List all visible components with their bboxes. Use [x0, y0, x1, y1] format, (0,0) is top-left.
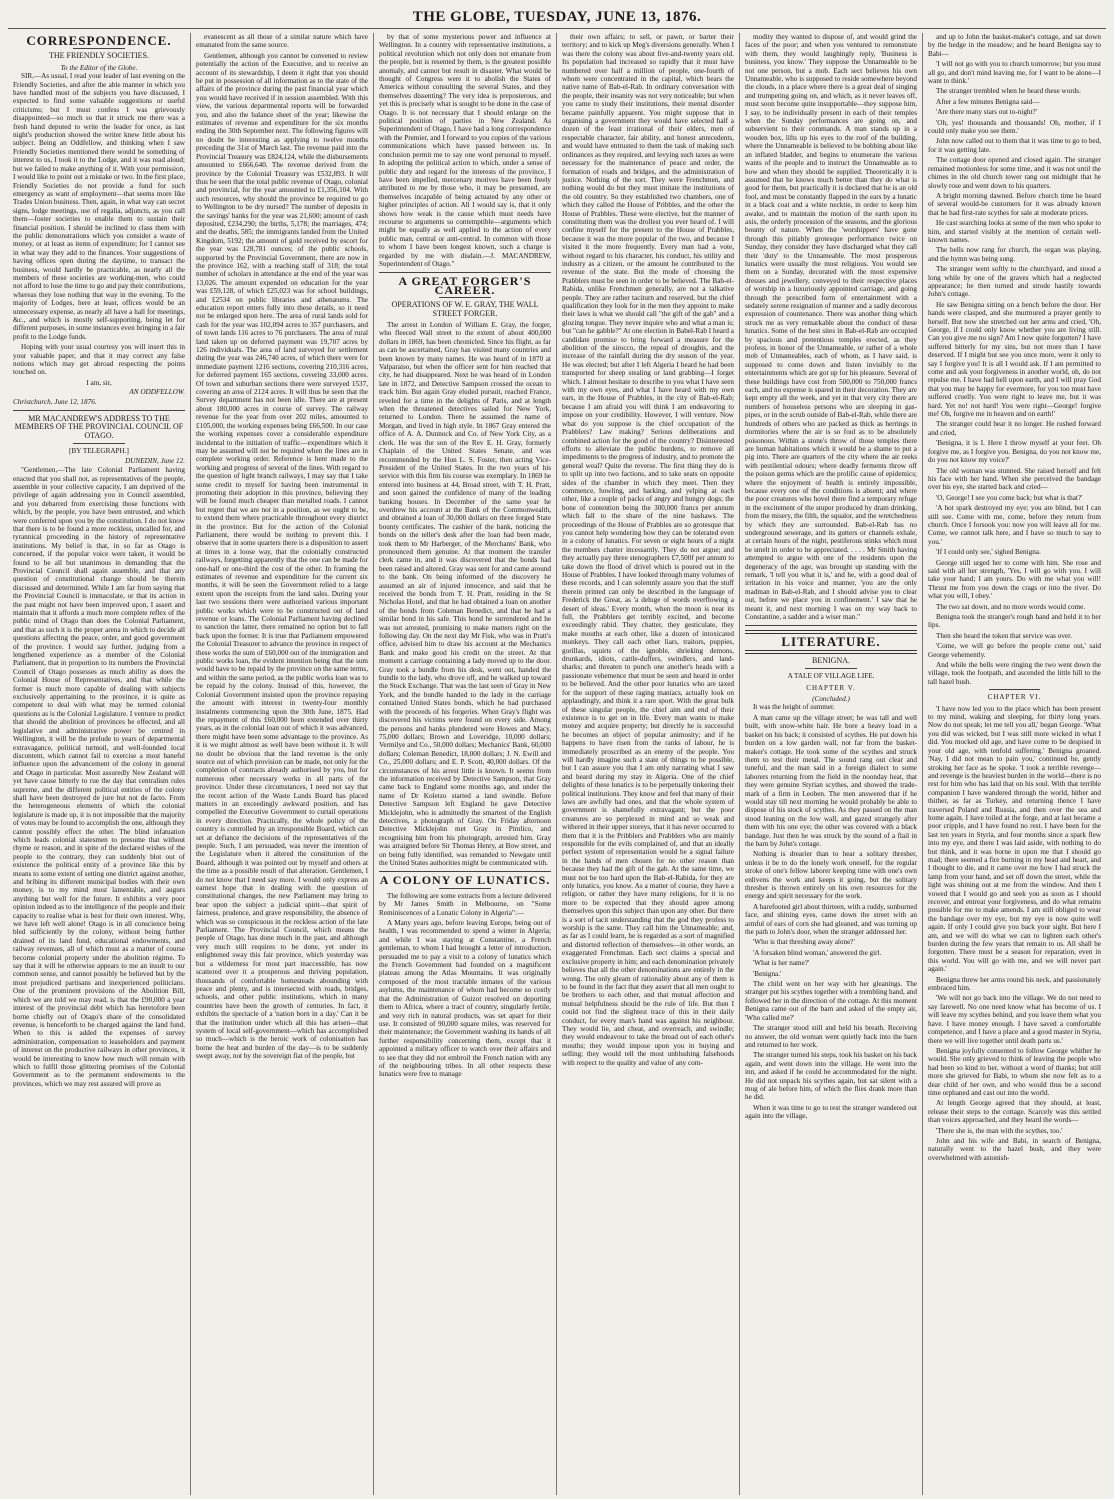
paragraph: SIR,—As usual, I read your leader of last evening on the Friendly Societies, and after the able manner in which you have handled most of the subjects you have discussed, I expected to find some valuable suggestions or useful criticisms; but I must confess I was grievously disappointed—so much so that it struck me there was a fresh hand deputed to write the leader for once, as last night's production showed the writer knew little about his subject. Being an Oddfellow, and thinking when I saw Friendly Societies mentioned there would be something of interest to us, I took it to the Lodge, and it was read aloud; but we failed to make anything of it. With your permission, I would like to point out a mistake or two. In the first place, Friendly Societies do not provide a fund for such emergency as want of employment—that seems more like Trades Union business. Then, again, in what way can secret signs, lodge meetings, use of regalia, adjuncts, as you call them—foster societies to enable them to sustain their financial position. I should be inclined to class them with the public demonstrations which you consider a waste of money, or at least as items of expenditure; for I cannot see in what way they add to the finances. Your suggestions of having offices open during the daytime, to transact the business, would hardly be practicable, as nearly all the members of these societies are working-men, who could not afford to lose the time to go and pay their contributions, whereas they lose nothing that way in the evening. To the majority of Lodges, here at least, offices would be an unnecessary expense, as nearly all have a hall for meetings, &c., and which is mostly self-supporting, being let for different purposes, in some instances even bringing in a fair profit to the Lodge funds. [13, 72, 185, 341]
paragraph: by that of some mysterious power and influence at Wellington. In a country with representative institutions, a political revolution which not only does not emanate from the people, but is resented by them, is the greatest possible anomaly, and cannot but result in disaster. What would be thought of Congress were it to abolish the States of America without consulting the several States, and they themselves dissenting? The very idea is preposterous, and yet this is precisely what is sought to be done in the case of Otago. It is not necessary that I should enlarge on the political position of parties in New Zealand. As Superintendent of Otago, I have had a long correspondence with the Premier, and I forward to you copies of the various communications which have passed between us. In conclusion permit me to say one word personal to myself. In adopting the political action to which, under a sense of public duty and regard for the interests of the province, I have been impelled, mercenary motives have been freely attributed to me by those who, it may be presumed, are themselves incapable of being actuated by any other or higher principles of action. All I would say is, that it only shows how weak is the cause which must needs have recourse to arguments so contemptible—arguments which might be equally as well applied to the action of every public man, central or anti-central. In common with those to whom I have been longest known, such a charge is regarded by me with disdain.—J. MACANDREW, Superintendent of Otago." [379, 33, 551, 268]
paragraph: 'I will not go with you to church tomorrow; but you must all go, and don't mind leaving me, for I want to be alone—I want to think.' [928, 60, 1101, 86]
columns [8, 33, 1106, 1495]
paragraph: And while the bells were ringing the two went down the village, took the footpath, and ascended the little hill to the tall hazel bush. [928, 661, 1101, 686]
divider [439, 297, 491, 298]
section-title-literature: LITERATURE. [781, 634, 881, 650]
paragraph: 'Benigna.' [753, 969, 782, 978]
paragraph: 'Are there many stars out to-night?' [936, 108, 1037, 117]
column-3 [374, 33, 557, 1495]
letter-signature: AN ODDFELLOW. [129, 388, 185, 397]
paragraph: John and his wife and Babi, in search of Benigna, naturally went to the hazel bush, and they were overwhelmed with astonish- [928, 1136, 1101, 1162]
paragraph: The stranger went softly to the churchyard, and stood a long while by one of the graves which had a neglected appearance; he then turned and strode hastily towards John's cottage. [928, 265, 1101, 299]
letter-title: THE FRIENDLY SOCIETIES. [48, 51, 149, 61]
paragraph: When it was time to go to rest the stranger wandered out again into the village, [745, 1103, 917, 1121]
article-title-forger: A GREAT FORGER'S CAREER. [398, 274, 532, 297]
paragraph: The stranger stood still and held his breath. Receiving no answer, the old woman went quietly back into the barn and returned to her work. [745, 1024, 917, 1049]
letter-place: Christchurch, June 12, 1876. [13, 397, 97, 406]
paragraph: 'We will not go back into the village. We do not need to say farewell. No one need know what has become of us. I will leave my scythes behind, and you leave them what you have. I have money enough. I have saved a comfortable competence, and I have a place and a good master in Styria, there we will live together until death parts us.' [928, 994, 1101, 1045]
paragraph: 'If I could only see,' sighed Benigna. [936, 548, 1041, 557]
chapter-heading: CHAPTER V. [806, 683, 856, 692]
article-subtitle-forger: OPERATIONS OF W. E. GRAY, THE WALL STREET FORGER. [391, 300, 539, 318]
address-body-continued [196, 33, 368, 1061]
divider [379, 272, 551, 273]
paragraph: Gentlemen, although you cannot be convened to review potentially the action of the Executive, and to receive an account of its stewardship, I deem it right that you should be put in possession of all information as to the state of the affairs of the province during the past financial year which you would have received if in session assembled. With this view, the various departmental reports will be forwarded you, and also the balance sheet of the year; likewise the estimates of revenue and expenditure for the six months ending the 30th September next. The following figures will no doubt be interesting as applying to twelve months preceding the 31st of March last. The revenue paid into the Provincial Treasury was £824,124, while the disbursements amounted to £666,640. The revenue derived from the province by the Colonial Treasury was £532,893. It will thus be seen that the total public revenue of Otago, colonial and provincial, for the year amounted to £1,356,104. With such resources, why should the province be required to go to Wellington to be dry nursed? The number of deposits in the savings' banks for the year was 21,600; amount of cash deposited, £234,290; the births, 5,178; the marriages, 474; and the deaths, 585; the immigrants landed from the United Kingdom, 5192; the amount of gold received by escort for the year was 128,781 ounces; of the public schools, supported by the Provincial Government, there are now in the province 162, with a teaching staff of 318; the total number of scholars in attendance at the end of the year was 13,026. The amount expended on education for the year was £59,128, of which £25,023 was for school buildings, and £2534 on public libraries and athenæums. The education report enters fully into these details, so it need not be enlarged upon here. The area of rural lands sold for cash for the year was 102,094 acres to 357 purchasers, and of town lands 116 acres to 76 purchasers. The area of rural land taken up on deferred payment was 19,707 acres by 126 individuals. The area of land surveyed for settlement during the year was 246,740 acres, of which there were for immediate payment 1216 sections, covering 210,316 acres, for deferred payment 165 sections, covering 33,000 acres. Of town and suburban sections there were surveyed 1537, covering an area of 2124 acres. It will thus be seen that the Survey department has not been idle. There are at present about 180,000 acres in course of survey. The railway revenue for the year from over 202 miles, amounted to £105,000, the working expenses being £66,500. In our case the working expenses cover a considerable expenditure incidental to the initiation of traffic—expenditure which it may be assumed will not be required when the lines are in complete working order. Reference is here made to the working and progress of several of the lines. With regard to the question of light branch railways, I may say that I take some credit to myself for having been instrumental in promoting their adoption in this province, believing they will be found much cheaper than metalled roads. I cannot but regret that we are not in a position, as we ought to be, to extend them where practicable throughout every district in the province. But for the action of the Colonial Parliament, there would be nothing to prevent this. I observe that in some quarters there is a disposition to assert at times in a loose way, that the colonially constructed railways, forgetting apparently that the one can be made for one-half or one-third the cost of the other. In framing the estimates of revenue and expenditure for the current six months, it will be seen the Government relied to a large extent upon the receipts from the land sales. During your last two sessions there were authorised various important public works which were to be constructed out of land revenue or loans. The Colonial Parliament having declined to sanction the latter, there remained no option but to fall back upon the former. It is true that Parliament empowered the Colonial Treasurer to advance the province in respect of these works the sum of £60,000 out of the immigration and public works loan, the evident intention being that the sum would have to be repaid by the province on the same terms, and within the same period, as the public works loan was to be repaid by the colony. Instead of this, however, the Colonial Government insisted upon the province repaying the amount with interest in twenty-four monthly instalments commencing upon the 30th June, 1875. Had the repayment of this £60,000 been extended over thirty years, as in the colonial loan out of which it was advanced, there might have been some advantage to the province. As it is we might almost as well have been without it. It will no doubt be obvious that the land revenue is the only source out of which provision can be made, not only for the completion of contracts already authorised by you, but for numerous other necessary works in all parts of the province. Under these circumstances, I need not say that the recent action of the Waste Lands Board has placed matters in an exceedingly awkward position, and has compelled the Executive Government to curtail operations in every direction. Practically, the whole policy of the country is controlled by an irresponsible Board, which can set at defiance the decisions of the representatives of the people. Such, I am persuaded, was never the intention of the Legislature when it altered the constitution of the Board, although it was pointed out by myself and others at the time as a possible result of that alteration. Gentlemen, I do not know that I need say more. I would only express an earnest hope that in dealing with the question of constitutional changes, the new Parliament may bring to bear upon the subject a judicial spirit—that spirit of fairness, prudence, and grave responsibility, the absence of which was so conspicuous in the reckless action of the late Parliament. The Provincial Council, which means the people of Otago, has done much in the past, and although very much still requires to be done, yet under its enlightened sway this fair province, which yesterday was but a wilderness for most part inaccessible, has now scattered over it a prosperous and thriving population, thousands of comfortable homesteads abounding with peace and plenty, and is intersected with roads, bridges, schools, and other public institutions, which in many countries have been the growth of centuries. In fact, it exhibits the spectacle of a 'nation born in a day.' Can it be that the institution under which all this has arisen—that system of local self-government—which has accomplished so much—which is the heroic work of colonisation has borne the heat and burden of the day—is to be suddenly swept away, not by the sovereign fiat of the people, but [196, 51, 368, 1061]
paragraph: 'Come, we will go before the people come out,' said George vehemently. [928, 642, 1101, 659]
paragraph: 'A hot spark destroyed my eye; you are blind, but I can still see. Come with me, come, before they return from church. Once I forsook you: now you will leave all for me. Come, we cannot talk here, and I have so much to say to you.' [928, 504, 1101, 546]
paragraph: The old woman was stunned. She raised herself and felt his face with her hand. When she perceived the bandage over his eye, she started back and cried— [928, 466, 1101, 492]
story-title: BENIGNA. [812, 655, 850, 665]
address-body-end [379, 33, 551, 268]
paragraph: 'Who is that threshing away alone?' [753, 938, 855, 947]
paragraph: Benigna joyfully consented to follow George whither he would. She only grieved to think of leaving the people who had been so kind to her, without a word of thanks; but still more she grieved for Babi, to whom she now felt as to a dear child of her own, and who would thus be a second time orphaned and cast out into the world. [928, 1046, 1101, 1097]
paragraph: 'O, George! I see you come back; but what is that?' [936, 493, 1083, 502]
paragraph: The stranger turned his steps, took his basket on his back again, and went down into the village. He went into the inn, and asked if he could be accommodated for the night. He did not unpack his scythes again, but sat silent with a mug of ale before him, of which the flies drank more than he did. [745, 1051, 917, 1102]
paragraph: The child went on her way with her gleanings. The stranger put his scythes together with a trembling hand, and followed her in the direction of the cottage. At this moment Benigna came out of the barn and asked of the empty air, 'Who called me?' [745, 980, 917, 1022]
divider [73, 48, 125, 49]
divider [805, 668, 857, 669]
paragraph: their own affairs; to sell, or pawn, or barter their territory; and to kick up Meg's diversions generally. When I was there the colony was about five-and-twenty years old. Its population had increased so rapidly that it must have numbered over half a million of people, one-fourth of whom were concentrated in the capital, which bears the native name of Bab-el-Rab. In ordinary conversation with the people, their insanity was not very noticeable; but when you came to study their institutions, their mental disorder became painfully apparent. You might suppose that in organising a government they would have selected half a dozen of the least irrational of their elders, men of respectable character, fair ability, and honest antecedents, and would have entrusted to them the task of making such ordinances as they required, and levying such taxes as were necessary for the maintenance of peace and order, the formation of roads and bridges, and the administration of justice. Nothing of the sort. They were Frenchmen, and nothing would do but they must imitate the institutions of the old country. So they established two chambers, one of which they called the House of Pribbles, and the other the House of Prabbles. These were elective, but the manner of constituting them was the drollest you ever heard of. I will confine myself for the present to the House of Prabbles, because it was the more popular of the two, and because I visited it the more frequently. Every man had a vote, without regard to his character, his conduct, his utility and industry as a citizen, or the amount he contributed to the revenue of the state. But the mode of choosing the Prabblers must be seen in order to be believed. The Bab-el-Rabida, unlike Frenchmen generally, are not a talkative people. They are rather taciturn and reserved, but the chief qualification they look for in the men they appoint to make their laws is what we should call "the gift of the gab" and a glozing tongue. They never inquire who and what a man is; but "can he gabble?" At one election in Babel-Rab I heard a candidate promise to bring forward a measure for the abolition of the sirocco, the repeal of droughts, and the increase of the rainfall during the dry season of the year. He was elected; but after I left Algeria I heard he had been transported for sheep stealing or land grabbing—I forget which. I almost hesitate to describe to you what I have seen with my own eyes, and what I have heard with my own ears, in the House of Prabbles, in the city of Bab-el-Rab; because I am afraid you will think I am endeavoring to impose on your credibility. However, I will venture. Now what do you suppose is the chief occupation of the Prabblers? Law making? Serious deliberations and combined action for the good of the country? Disinterested efforts to alleviate the public burdens, to remove all impediments to the progress of industry, and to promote the general weal? Quite the reverse. The first thing they do is to split up into two factions, and to take seats on opposite sides of the chamber in which they meet. Then they commence, howling, and barking, and yelping at each other, like a couple of packs of angry and hungry dogs; the bone of contention being the 300,000 francs per annum which fall to the share of the nine bashaws. The proceedings of the House of Prabbles are so grotesque that you cannot help wondering how they can be tolerated even in a colony of lunatics. For seven or eight hours of a night the members chatter incessantly. They do not argue; and they actually pay three stenographers £7,500f per annum to take down the flood of drivel which is poured out in the House of Prabbles. I have looked through many volumes of these records, and I can solemnly assure you that the stuff therein printed can only be described in the language of Frederick the Great, as 'a deluge of words overflowing a desert of ideas.' Every month, when the moon is near its full, the Prabblers get terribly excited, and become exceedingly rabid. They chatter, they gesticulate, they make mouths at each other, like a dozen of intoxicated monkeys. They call each other liars, traitors, puppies, gorillas, squirts of the ignoble, shrieking demons, drunkards, idiots, cattle-duffers, swindlers, and land-sharks; and threaten to punch one another's heads with a passionate vehemence that must be seen and heard in order to be believed. And the other poor lunatics who are taxed for the support of these raging maniacs, actually look on applaudingly, and think it a rare sport. With the great bulk of these singular people, the chief aim and end of their existence is to get on in life. Every man wants to make money and acquire property; but directly he is successful he becomes an object of popular animosity; and if he happens to have risen from the ranks of labour, he is immediately proscribed as an enemy of the people. You will hardly imagine such a state of things to be possible, but I can assure you that I am only narrating what I saw and heard during my stay in Algeria. One of the chief delights of these lunatics is to be perpetually tinkering their political institutions. They know and feel that many of their laws are awfully bad ones, and that the whole system of government is shamefully extravagant; but the poor creatures are so perplexed in mind and so weak and withered in their upper storeys, that it has never occurred to them that it is the Pribblers and Prabblers who are mainly responsible for the evils complained of, and that an ideally perfect system of representation would be a signal failure in the hands of men chosen for no other reason than because they had the gift of the gab. At the same time, we must not be too hard upon the Bab-el-Rabida, for they are only lunatics, you know. As a matter of course, they have a religion, or rather they have many religions, for it is no more to be expected that they should agree among themselves upon this subject than upon any other. But there is a sort of tacit understanding that the god they profess to worship is the same. They call him the Unnameable; and, as far as I could learn, he is regarded as a sort of magnified and distorted reflection of themselves—in other words, an exaggerated Frenchman. Each sect claims a special and exclusive property in him; and each denomination privately believes that all the other denominations are entirely in the wrong. The only gleam of rationality about any of them is to be found in the fact that they assert that all men ought to be brothers to each other, and that mutual affection and mutual helpfulness should be the rule of life. But then I could not find the slightest trace of this in their daily conduct, for every man's hand was against his neighbour. They would lie, and cheat, and overreach, and swindle; they would endeavour to take the bread out of each other's mouths; they would impose upon you in buying and selling; they would tell the most unblushing falsehoods with respect to the quality and value of any com- [562, 33, 734, 1067]
divider [73, 443, 125, 444]
paragraph: It was the height of summer. [753, 703, 835, 712]
divider-double [745, 650, 917, 654]
letter-body [13, 72, 185, 377]
paragraph: The stranger trembled when he heard these words. [936, 87, 1081, 96]
column-1 [8, 33, 191, 1495]
article-body-forger [379, 321, 551, 867]
paragraph: A man came up the village street; he was tall and well built, with snow-white hair. He bore a heavy load in a basket on his back; it consisted of scythes. He put down his burden on a low garden wall, not far from the basket-maker's cottage. He took some of the scythes and struck them to test their metal. The sound rang out clear and tuneful, and the man said in a foreign dialect to some laborers returning from the field in the noonday heat, that they were genuine Styrian scythes, and showed the trade-mark of a firm in Leoben. The men answered that if he would stay till next morning he would probably be able to dispose of his stock of scythes. As they passed on the man stood leaning on the low wall, and gazed strangely after them with his one eye; the other was covered with a black bandage. Just then he was struck by the sound of a flail in the barn by John's cottage. [745, 713, 917, 848]
divider [745, 625, 917, 626]
story-concluded: (Concluded.) [812, 695, 850, 704]
paragraph: 'Benigna, it is I. Here I throw myself at your feet. Oh forgive me, as I forgive you. Benigna, do you not know me, do you not know my voice?' [928, 439, 1101, 465]
letter-addressee: To the Editor of the Globe. [60, 63, 138, 72]
story-subtitle: A TALE OF VILLAGE LIFE. [787, 672, 875, 681]
divider [989, 689, 1041, 690]
paragraph: He saw Benigna sitting on a bench before the door. Her hands were clasped, and she murmured a prayer gently to herself. But now she stretched out her arms and cried, 'Oh, George, if I could only know whether you are living still. Can you give me no sign? Am I now quite forgotten? I have suffered bitterly for my sins, but not more than I have deserved. If I might but see you once more, were it only to say I forgive you! It is all I would ask. If I am permitted to come and ask your forgiveness in another world, oh, do not repulse me. I have had hell upon earth, and I will pray God that you may be happy for evermore, for you too must have suffered cruelly. You were right to leave me, but it was hard. Yet no! not hard! You were right—George! forgive me! Oh, forgive me in heaven and on earth!' [928, 300, 1101, 419]
paragraph: At length George agreed that they should, at least, release their steps to the cottage. Scarcely was this settled than voices approached, and they heard the words— [928, 1099, 1101, 1125]
article-body-lunatics-continued [562, 33, 734, 1067]
paragraph: John now called out to them that it was time to go to bed, for it was getting late. [928, 137, 1101, 154]
column-2 [191, 33, 374, 1495]
paragraph: Benigna took the stranger's rough hand and held it to her lips. [928, 613, 1101, 630]
story-body-continued [928, 33, 1101, 686]
story-body-chapter-6 [928, 705, 1101, 1163]
paragraph: The following are some extracts from a lecture delivered by Mr James Smith in Melbourne, on "Some Reminiscences of a Lunatic Colony in Algeria":— [379, 891, 551, 917]
paragraph: Nothing is drearier than to hear a solitary thresher, unless it be to do the lonely work oneself, for the regular stroke of one's fellow laborer keeping time with one's own enlivens the work and keeps it going, but the solitary thresher is thrown entirely on his own resources for the energy and spirit necessary for the work. [745, 850, 917, 901]
paragraph: modity they wanted to dispose of, and would grind the faces of the poor; and when you ventured to remonstrate with them, they would laughingly reply, 'Business is business, you know.' They suppose the Unnameable to be not one person, but a mob. Each sect believes his own Unnameable, who is supposed to reside somewhere beyond the clouds, in a place where there is a great deal of singing and trumpeting going on, and which, as it never leaves off, must soon become quite insupportable—they suppose him, I say, to be individually present in each of their temples when the Sunday performances are going on, and subservient to their commands. A man stands up in a wooden box, lifts up his eyes to the roof of the building, where the Unnameable is believed to be bobbing about like an inflated bladder, and begins to enumerate the various wants of the people and to instruct the Unnameable as to how and when they should be supplied. Theoretically it is assumed that he knows much better than they do what is good for them, but practically it is declared that he is an old fool, and must be constantly flapped in the ears by a lunatic in a black coat and a white necktie, in order to keep him awake, and to maintain the motion of the earth upon its axis, the orderly procession of the seasons, and the glorious bounty of nature. When the 'worshippers' have gone through this pitiably grotesque performance twice on Sunday, they consider they have discharged what they call their 'duty' to the Unnameable. The most prosperous lunatics were usually the most religious. You would see them on a Sunday, decorated with the most expensive dresses and jewellery, conveyed to their respective places of worship in a luxuriously appointed carriage, and going through the prescribed form of entertainment with a sedately serene resignation of manner and a sadly decorous expression of countenance. There was another thing which struck me as very remarkable about the conduct of these lunatics. Some of the best sites in Bab-el-Rab are occupied by spacious and pretentious temples erected, as they profess, in honor of the Unnameable, or rather of a whole mob of Unnameables, each of whom, as I have said, is supposed to come down and listen invisibly to the entertainments which are got up for his pleasure. Several of these buildings have cost from 500,000 to 750,000 francs each, and no expense is spared in their decoration. They are kept empty all the week, and yet in that very city there are numbers of houseless persons who are sleeping in gas-pipes, or in the scrub outside of Bab-el-Rab, while there are hundreds of others who are packed as thick as herrings in dormitories where the air is so foul as to be absolutely poisonous. Within a stone's throw of those temples there are human habitations which it would be a shame to put a pig into. There are quarters of the city where the air reeks with pestilential odours; where deadly ferments throw off the poison germs which are the prolific cause of epidemics; where the enjoyment of health is entirely impossible, because every one of the conditions is absent; and where the poor creatures who hovel there find a temporary refuge in the excitement of the stupor produced by dram drinking, from the misery, the filth, the squalor, and the wretchedness by which they are surrounded. Bab-el-Rab has no underground sewerage, and its gutters or channels exhale, at certain hours of the night, pestiferous stinks which must be smelt in order to be appreciated. . . . . Mr Smith having attempted to argue with one of the residents upon the degeneracy of the age, was brought up standing with the remark, 'I tell you what it is,' and he, with a good deal of irritation in his voice and manner, 'you are the only madman in Bab-el-Rab, and I should advise you to clear out, before we place you in confinement.' I saw that he meant it, and next morning I was on my way back to Constantine, a sadder and a wiser man." [745, 33, 917, 622]
paragraph: The bells now rang for church, the organ was playing, and the hymn was being sung. [928, 246, 1101, 263]
article-title-lunatics: A COLONY OF LUNATICS. [379, 873, 551, 888]
paragraph: "Gentlemen,—The late Colonial Parliament having enacted that you shall not, as representatives of the people, assemble in your collective capacity, I am deprived of the privilege of again addressing you in Council assembled, and you debarred from exercising those functions with which, by the people, you have been entrusted, and which were conferred upon you by the constitution. I do not know that there is to be found a more reckless, uncalled for, and tyrannical proceeding in the history of representative institutions. My belief is that, in so far as Otago is concerned, if the popular voice were taken, it would be found to be all but unanimous in demanding that the Provincial Council shall again assemble, and that any question of constitutional change should be therein discussed and determined. While I am far from saying that the Provincial Council is immaculate, or that its action in the past might not have been improved upon, I assert and maintain that it affords a much more complete reflex of the public mind of Otago than does the Colonial Parliament, and that as such it is the proper arena in which to decide all questions affecting the peace, order, and good government of the province. I would say further, judging from a lengthened experience as a member of the Colonial Parliament, that in proportion to its numbers the Provincial Council of Otago possesses as much ability as does the Colonial House of Representatives, and that while the former is much more capable of dealing with subjects exclusively appertaining to the province, it is quite as competent to deal with what may be termed colonial questions as is the Colonial Legislature. I venture to predict that should the abolition of provinces be effected, and all legislative and administrative power be centred in Wellington, it will be the prelude to years of departmental extravagance, political turmoil, and well-founded local discontent, which cannot fail to exercise a most baneful influence upon the advancement of the colony in general and Otago in particular. Most assuredly New Zealand will yet have cause bitterly to rue the day that centralism rules supreme, and the different political entities of the colony shall have been destroyed de jure but not de facto. From the heterogeneous elements of which the colonial legislature is made up, it is not impossible that the majority of votes may be found to accomplish the one, although they cannot possibly effect the other. The blind infatuation which leads colonial statesmen to presume that without rhyme or reason, and in spite of the declared wishes of the people to the contrary, they can suddenly blot out of existence the political entity of a province like this by means to some extent of setting one district against another, and bribing its different municipal bodies with their own money, is to my mind most lamentable, and augurs anything but well for the future. It exhibits a very poor opinion indeed as to the intelligence of the people and their capacity to realise what is best for their own interest. Why, we have left well alone! Otago is in all conscience being bled sufficiently by the colony, without being further drained of its land fund, educational endowments, and railway revenues, all of which must as a matter of course become colonial property under the abolition régime. To say that it will be otherwise appears to me an insult to our common sense, and cannot possibly be believed but by the most prejudiced partisans and inexperienced politicians. One of the prominent provisions of the Abolition Bill, which we are told we may read, is that the £90,000 a year interest of the provincial debt which has heretofore been borne chiefly out of Otago's share of the consolidated revenue, is henceforth to be charged against the land fund. When to this is added the expenses of survey administration, compensation to leaseholders and payment of interest on the productive railways in other provinces, it would be interesting to know how much will remain with which to fulfil those glittering promises of the Colonial Government as to the permanent endowments to the provinces, which we may rest assured will prove as [13, 466, 185, 1088]
masthead: THE GLOBE, TUESDAY, JUNE 13, 1876. [8, 6, 1106, 29]
paragraph: The two sat down, and no more words would come. [936, 602, 1086, 611]
address-title: MR MACANDREW'S ADDRESS TO THE MEMBERS OF THE PROVINCIAL COUNCIL OF OTAGO. [14, 414, 184, 440]
divider [439, 888, 491, 889]
paragraph: 'A forsaken blind woman,' answered the girl. [753, 948, 882, 957]
paragraph: Benigna threw her arms round his neck, and passionately embraced him. [928, 975, 1101, 993]
paragraph: The arrest in London of William E. Gray, the forger, who fleeced Wall street to the extent of about 400,000 dollars in 1869, has been chronicled. Since his flight, as far as can be ascertained, Gray has visited many countries and been known by many names. He was heard of in 1870 at Valparaiso, but when the officer sent for him reached that city, he had disappeared. Next he was heard of in London late in 1872, and Detective Sampson crossed the ocean to track him. But again Gray eluded pursuit, reached France, reveled for a time in the delights of Paris, and at length when the threatened detectives sailed for New York, returned to London. There he assumed the name of Morgan, and lived in high style. In 1867 Gray entered the office of A. A. Dunnock and Co. of New York City, as a clerk. He was the son of the Rev E. H. Gray, formerly Chaplain of the United States Senate, and was recommended by the Hon L. S. Foster, then acting Vice-President of the United States. In the two years of his service with this firm his course was exemplary. In 1869 he entered into business at 44, Broad street, with T. H. Pratt, and soon gained the confidence of many of the leading banking houses. In December of the same year he overdrew his account at the Bank of the Commonwealth, and obtained a loan of 30,000 dollars on three forged State bounty certificates. The cashier of the bank, noticing the bonds on the teller's desk after the loan had been made, took them to Mr Harberger, of the Merchants' Bank, who pronounced them genuine. At that moment the transfer clerk came in, and it was discovered that the bonds had been raised and altered. Gray was sent for and came around to the bank. On being informed of the discovery he assumed an air of injured innocence, and said that he received the bonds from T. H. Pratt, residing in the St Nicholas Hotel, and that he had obtained a loan on another of the bonds from Coleman Benedict, and that he had a similar bond in his safe. This bond he surrendered and he was not arrested, promising to make matters right on the following day. On the next day Mr Fisk, who was in Pratt's office, advised him to draw his account at the Mechanics Bank and make good his credit on the street. At that moment a carriage containing a lady moved up to the door. Gray took a bundle from his desk, went out, handed the bundle to the lady, who drove off, and he walked up toward the Stock Exchange. That was the last seen of Gray in New York, and the bundle handed to the lady in the carriage contained United States bonds, which he had purchased with the proceeds of his forgeries. When Gray's flight was discovered his victims were found on every side. Among the persons and banks plundered were Howes and Macy, 75,000 dollars; Brown and Loveridge, 10,000 dollars; Vermilye and Co., 50,000 dollars; Mechanics' Bank, 60,000 dollars; Coleman Benedict, 18,000 dollars; J. N. Ewill and Co., 25,000 dollars; and E. P. Scott, 40,000 dollars. Of the circumstances of his arrest little is known. It seems from the information received by Detective Sampson, that Gray came back to England some months ago, and under the name of Dr Koletzo started a land swindle. Before Detective Sampson left England he gave Detective Micklejohn, who is admittedly the smartest of the English detectives, a photograph of Gray. On Friday afternoon Detective Micklejohn met Gray in Pimlico, and recognising him from his photograph, arrested him. Gray was arraigned before Sir Thomas Henry, at Bow street, and on being fully identified, was remanded to Newgate until the United States authorities might be communicated with. [379, 321, 551, 867]
paragraph: The stranger could bear it no longer. He rushed forward and cried, [928, 420, 1101, 437]
divider [379, 871, 551, 872]
paragraph: and up to John the basket-maker's cottage, and sat down by the hedge in the meadow; and he heard Benigna say to Babi— [928, 33, 1101, 58]
paragraph: A Many years ago, before leaving Europe, being out of health, I was recommended to spend a winter in Algeria; and while I was staying at Constantine, a French gentleman, to whom I had brought a letter of introduction, persuaded me to pay a visit to a colony of lunatics which the French Government had founded on a magnificent plateau among the Atlas Mountains. It was originally composed of the most tractable inmates of the various asylums, the maintenance of whom had become so costly that the Administration of Guizot resolved on deporting them to Africa, where a tract of country, singularly fertile, and very rich in natural products, was set apart for their use. It consisted of 90,000 square miles, was reserved for their maintenance; the Government washing its hands of all further responsibility concerning them, except that it appointed a military officer to watch over their affairs and to see that they did not embroil the French nation with any of the neighbouring tribes. In all other respects these lunatics were free to manage [379, 919, 551, 1079]
address-dateline: DUNEDIN, June 12. [125, 456, 185, 465]
paragraph: A barefooted girl about thirteen, with a ruddy, sunburned face, and shining eyes, came down the street with an armful of ears of corn she had gleaned, and was turning up the path to John's door, when the stranger addressed her. [745, 902, 917, 937]
address-byline: [BY TELEGRAPH.] [69, 447, 129, 456]
paragraph: Hoping with your usual courtesy you will insert this in your valuable paper, and that it may correct any false notions which may get abroad respecting the points touched on. [13, 343, 185, 377]
paragraph: 'There she is, the man with the scythes, too.' [936, 1126, 1063, 1135]
letter-closing: I am, sir, [86, 378, 112, 387]
chapter-heading: CHAPTER VI. [987, 693, 1042, 702]
article-body-lunatics-end [745, 33, 917, 621]
paragraph: He cast searching looks at some of the men who spoke to him, and started visibly at the mention of certain well-known names. [928, 219, 1101, 244]
paragraph: George still urged her to come with him. She rose and said with all her strength, 'Yes, I will go with you. I will take your hand; I am yours. Do with me what you will! Thrust me from you down the crags or into the river. Do what you will, I obey.' [928, 558, 1101, 601]
paragraph: 'I have now led you to the place which has been present to my mind, waking and sleeping, for thirty long years. Now do not speak; let me tell you all,' began George. 'What you did was wicked, but I was still more wicked in what I did. You mocked old age, and have come to be despised in your old age, with tenfold suffering.' Benigna groaned. 'Nay, I did not mean to pain you,' continued he, gently stroking her face as he spoke. 'I took a terrible revenge—and revenge is the heaviest burden in the world—there is no rest for him who has laid that on his soul. With that terrible companion I have wandered through the world, hither and thither, as far as Turkey, and returning thence I have traversed Poland and Russia, and then over the sea and home again. I have toiled at the forge, and at last became a poor cripple, and I have found no rest. I have been for the last ten years in Styria, and four months since a spark flew into my eye, and there I was laid aside, with nothing to do but think, and it was borne in upon me that I should go mad; there seemed a fire burning in my head and heart, and I thought to die, and it came over me how I had struck the lamp from your hand, and set off down the street, while the light was shining out at me from the window. And then I vowed that I would go and seek you as soon as I should recover, and entreat your forgiveness, and do what remains possible for me to make amends. I am still obliged to wear the bandage over my eye, but my eye is now quite well again. If only I could give you back your sight. But here I am, and we will do what we can to lighten each other's burden during the few years that remain to us. All shall be forgotten. There must be a season for reparation, even in this world. You will go with me, and we will never part again.' [928, 704, 1101, 974]
divider [13, 410, 185, 411]
paragraph: evanescent as all those of a similar nature which have emanated from the same source. [196, 33, 368, 50]
paragraph: A bright morning dawned. Before church time he heard of several would-be customers for it was already known that he had first-rate scythes for sale at moderate prices. [928, 191, 1101, 217]
column-4 [557, 33, 740, 1495]
article-body-lunatics [379, 892, 551, 1079]
paragraph: 'Oh, yes! thousands and thousands! Oh, mother, if I could only make you see them.' [928, 118, 1101, 136]
paragraph: The cottage door opened and closed again. The stranger remained motionless for some time, and it was not until the chimes in the old church tower rang out midnight that he slowly rose and went down to his quarters. [928, 156, 1101, 190]
column-5 [740, 33, 923, 1495]
story-body [745, 703, 917, 1120]
section-title-correspondence: CORRESPONDENCE. [26, 33, 172, 48]
paragraph: Then she heard the token that service was over. [936, 631, 1072, 640]
column-6 [923, 33, 1106, 1495]
address-body [13, 466, 185, 1088]
paragraph: 'What is her name?' [753, 959, 810, 968]
paragraph: After a few minutes Benigna said— [936, 97, 1040, 106]
